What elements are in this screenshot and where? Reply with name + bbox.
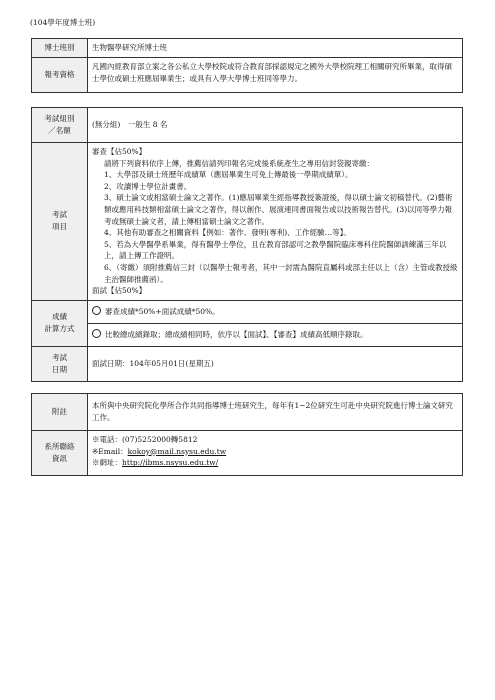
items-label-line2: 項目	[52, 222, 67, 232]
score-label-line2: 計算方式	[44, 324, 75, 334]
contact-web-row	[92, 457, 458, 469]
date-value: 面試日期：104年05月01日(星期五)	[88, 346, 463, 381]
year-tag: (104學年度博士班)	[30, 18, 96, 27]
info-table	[31, 393, 463, 476]
score-rule	[88, 323, 463, 346]
interview-title: 面試【佔50%】	[92, 286, 147, 296]
score-line1: 審查成績*50%+面試成績*50%。	[105, 306, 220, 316]
review-line: 4、其他有助審查之相關資料【例如：著作、發明(專利)、工作經驗…等】。	[104, 228, 351, 238]
review-line: 2、攻讀博士學位計畫書。	[104, 181, 192, 191]
review-title: 審查【佔50%】	[92, 147, 147, 156]
contact-info	[88, 431, 463, 476]
email-prefix: ※Email：	[92, 446, 128, 456]
contact-email-row	[92, 446, 458, 458]
group-label-line1: 考試組別	[44, 114, 75, 123]
class-value: 生物醫學研究所博士班	[88, 39, 463, 58]
contact-label-line1: 系所聯絡	[44, 442, 75, 451]
date-label	[32, 346, 88, 381]
score-formula	[88, 300, 463, 323]
note-value: 本所與中央研究院化學所合作共同指導博士班研究生，每年有1~2位研究生可赴中央研究院進行博士論文研究工作。	[88, 394, 463, 431]
qual-value: 凡國內經教育部立案之各公私立大學校院或符合教育部採認規定之國外大學校院理工相關研究所畢業，取得碩士學位或碩士班應屆畢業生；或具有入學大學博士班同等學力。	[88, 58, 463, 93]
date-label-line2: 日期	[52, 364, 67, 374]
group-value: (無分組) 一般生 8 名	[88, 108, 463, 143]
class-label: 博士班別	[32, 39, 88, 58]
note-label: 附註	[32, 394, 88, 431]
email-link[interactable]: kokoy@mail.nsysu.edu.tw	[127, 446, 227, 456]
bullet-circle-icon	[92, 306, 101, 315]
date-label-line1: 考試	[52, 352, 67, 362]
website-link[interactable]: http://ibms.nsysu.edu.tw/	[122, 458, 219, 468]
program-table	[31, 38, 463, 93]
contact-phone: ※電話：(07)5252000轉5812	[92, 435, 198, 444]
web-prefix: ※網址：	[92, 458, 122, 468]
contact-label-line2: 資訊	[52, 454, 67, 463]
review-line: 6、（寄繳）須附推薦信三封（以醫學士報考者，其中一封需為醫院直屬科或部主任以上（含）主管或教授級主治醫師推薦函）。	[104, 262, 458, 284]
items-label-line1: 考試	[52, 210, 67, 220]
review-intro: 請將下列資料依序上傳，推薦信請列印報名完成後系統產生之專用信封袋親寄繳：	[104, 158, 374, 168]
group-label	[32, 108, 88, 143]
score-line2: 比較總成績錄取；總成績相同時，依序以【面試】、【審查】成績高低順序錄取。	[105, 329, 368, 339]
exam-table	[31, 107, 463, 382]
exam-items	[88, 143, 463, 301]
review-line: 5、若為大學醫學系畢業，得有醫學士學位，且在教育部認可之教學醫院臨床專科住院醫師訓練滿三年以上，請上傳工作證明。	[104, 239, 447, 261]
score-label	[32, 300, 88, 346]
qual-label: 報考資格	[32, 58, 88, 93]
items-label	[32, 143, 88, 301]
bullet-circle-icon	[92, 329, 101, 338]
contact-label	[32, 431, 88, 476]
group-label-line2: ／名額	[48, 126, 71, 135]
score-label-line1: 成績	[52, 312, 67, 322]
review-line: 3、碩士論文或相當碩士論文之著作。(1)應屆畢業生經指導教授簽證後，得以碩士論文初稿替代。(2)藝術類或應用科技類相當碩士論文之著作，得以創作、展演連同書面報告或以技術報告替代。(3)以同等學力報考或無碩士論文者，請上傳相當碩士論文之著作。	[104, 193, 453, 226]
review-line: 1、大學部及碩士班歷年成績單（應屆畢業生可免上傳最後一學期成績單）。	[104, 170, 353, 180]
